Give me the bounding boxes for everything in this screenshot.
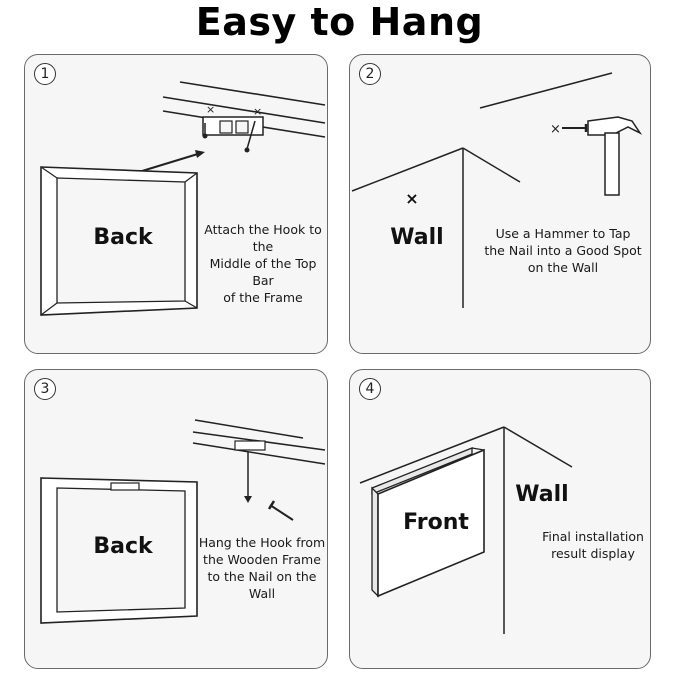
front-label: Front <box>403 510 469 535</box>
step-1-caption: Attach the Hook to the Middle of the Top Bar of the Frame <box>204 222 322 305</box>
svg-text:×: × <box>206 103 216 116</box>
step-3-illustration <box>25 370 328 669</box>
step-4-number: 4 <box>359 378 381 400</box>
wall-x-mark: × <box>405 189 419 208</box>
back-label: Back <box>93 225 153 250</box>
step-4-panel <box>349 369 651 669</box>
back-label: Back <box>93 534 153 559</box>
step-1-number: 1 <box>34 63 56 85</box>
step-1-panel <box>24 54 328 354</box>
step-2-number: 2 <box>359 63 381 85</box>
hammer-icon <box>588 117 640 195</box>
step-4-illustration <box>350 370 651 669</box>
page-title: Easy to Hang <box>195 0 484 44</box>
step-4-caption: Final installation result display <box>542 529 644 561</box>
wall-label: Wall <box>390 225 444 250</box>
nail-icon <box>550 122 586 137</box>
svg-text:×: × <box>253 105 263 118</box>
wall-label: Wall <box>515 482 569 507</box>
step-2-panel <box>349 54 651 354</box>
sawtooth-hook-icon <box>111 483 139 490</box>
step-2-caption: Use a Hammer to Tap the Nail into a Good Spot on the Wall <box>484 226 642 275</box>
step-1-illustration <box>25 55 328 354</box>
step-3-caption: Hang the Hook from the Wooden Frame to the Nail on the Wall <box>198 535 326 601</box>
sawtooth-hook-icon <box>203 103 264 153</box>
svg-text:×: × <box>550 122 561 137</box>
step-2-illustration <box>350 55 651 354</box>
arrow-icon <box>244 452 252 503</box>
nail-icon <box>269 501 293 520</box>
step-3-panel <box>24 369 328 669</box>
step-3-number: 3 <box>34 378 56 400</box>
